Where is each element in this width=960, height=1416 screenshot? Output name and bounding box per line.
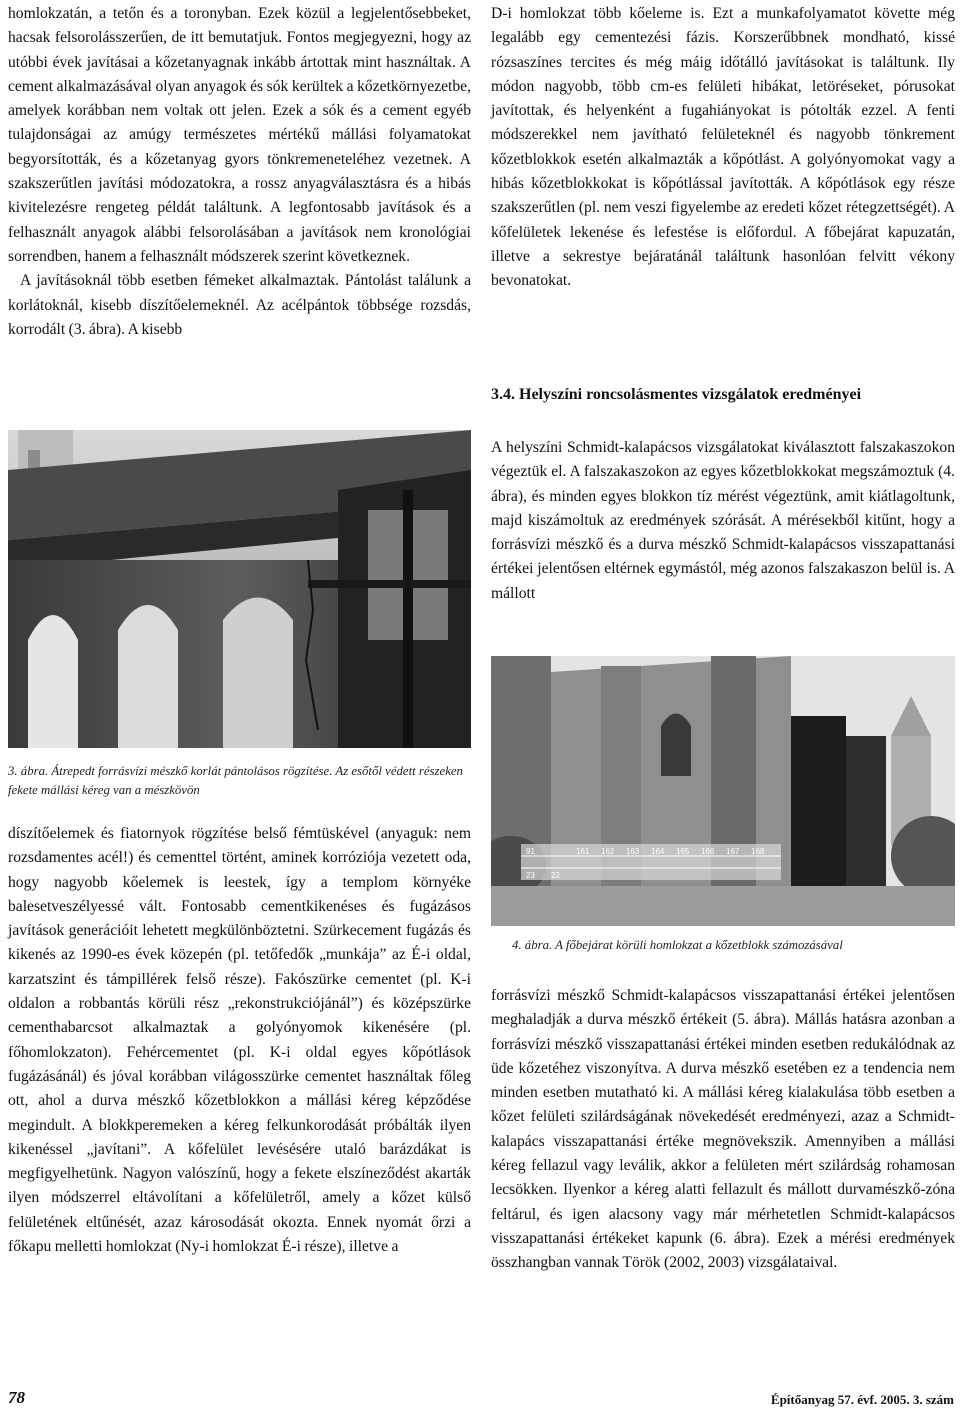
block-label: 162 [601,847,615,856]
section-heading: 3.4. Helyszíni roncsolásmentes vizsgálatok eredményei [491,386,862,403]
paragraph: díszítőelemek és fiatornyok rögzítése belső fémtüskével (anyaguk: nem rozsdamentes acél!) és cementtel történt, aminek korróziója vezetett oda, hogy nagyobb kőelemek is leestek, így a templom környéke balesetveszélyessé vált. Fontosabb cementkikenéses és fugázásos javítások generációit lehetett megkülönböztetni. Szürkecement fugázás és kikenés az 1990-es évek közepén (pl. tetőfedők „munkája” az É-i oldal, karzatszint és támpillérek felső része). Fakószürke cementet (pl. K-i oldalon a robbantás körüli rész „rekonstrukciójánál”) és középszürke cementhabarcsot alkalmaztak a golyónyomok kikenésére (pl. főhomlokzaton). Fehércementet (pl. K-i oldal egyes kőpótlások fugázásánál) és jóval korábban világosszürke cementet használtak főleg ott, ahol a durva mészkő kőzetblokkon a mállási kéreg képződése megindult. A blokkperemeken a kéreg felkunkorodását próbálták ilyen kikenéssel „javítani”. A kőfelület levésésére utaló barázdákat is megfigyelhetünk. Nagyon valószínű, hogy a fekete elszíneződést akarták ilyen módszerrel eltávolítani a kőfelületről, amely a kőzet külső felületének eltűnését, azaz károsodását okozta. Ennek nyomát őrzi a főkapu melletti homlokzat (Ny-i homlokzat É-i része), illetve a [8,825,471,1256]
figure-4-image [491,656,955,926]
block-label: 165 [676,847,690,856]
block-label: 22 [551,871,560,880]
block-label: 23 [526,871,535,880]
paragraph: A helyszíni Schmidt-kalapácsos vizsgálatokat kiválasztott falszakaszokon végeztük el. A falszakaszokon az egyes kőzetblokkokat megszámoztuk (4. ábra), és minden egyes blokkon tíz mérést végeztünk, amit kiátlagoltunk, majd kiszámoltuk az eredmények szórását. A mérésekből kitűnt, hogy a forrásvízi mészkő és a durva mészkő Schmidt-kalapácsos visszapattanási értékei jelentősen eltérnek egymástól, még azonos falszakaszon belül is. A mállott [491,439,955,602]
block-label: 167 [726,847,740,856]
figure-3-image [8,430,471,748]
block-label: 168 [751,847,765,856]
figure-4-photo [491,656,955,926]
figure-3-photo [8,430,471,748]
block-label: 163 [626,847,640,856]
block-label: 161 [576,847,590,856]
left-column-top [8,2,471,342]
figure-4-caption: 4. ábra. A főbejárat körüli homlokzat a kőzetblokk számozásával [512,938,843,952]
journal-footer: Építőanyag 57. évf. 2005. 3. szám [770,1392,954,1407]
page-number: 78 [8,1388,25,1407]
paragraph: forrásvízi mészkő Schmidt-kalapácsos visszapattanási értékei jelentősen meghaladják a durva mészkő értékeit (5. ábra). Mállás hatásra azonban a forrásvízi mészkő visszapattanási értékei minden esetben redukálódnak az üde kőzetéhez viszonyítva. A durva mészkő esetében ez a tendencia nem minden esetben mutatható ki. A mállási kéreg kialakulása több esetben a kőzet felületi szilárdságának növekedését eredményezi, azaz a Schmidt-kalapács visszapattanási értéke megnövekszik. Amennyiben a mállási kéreg fellazul vagy leválik, akkor a felületen mért szilárdság rohamosan lecsökken. Ilyenkor a kéreg alatti fellazult és mállott durvamészkő-zóna feltárul, és igen alacsony vagy már mérhetetlen Schmidt-kalapácsos visszapattanási értékeket kapunk (6. ábra). Ezek a mérési eredmények összhangban vannak Török (2002, 2003) vizsgálataival. [491,987,955,1272]
right-column-bottom [491,984,955,1276]
paragraph: A javításoknál több esetben fémeket alkalmaztak. Pántolást találunk a korlátoknál, kisebb díszítőelemeknél. Az acélpántok többsége rozsdás, korrodált (3. ábra). A kisebb [8,272,471,338]
paragraph: homlokzatán, a tetőn és a toronyban. Ezek közül a legjelentősebbeket, hacsak felsorolásszerűen, de itt bemutatjuk. Fontos megjegyezni, hogy az utóbbi évek javításai a kőzetanyagnak inkább ártottak mint használtak. A cement alkalmazásával olyan anyagok és sók kerültek a kőzetkörnyezetbe, amelyek korábban nem voltak ott jelen. Ezek a sók és a cement egyéb tulajdonságai az amúgy természetes mértékű mállási folyamatokat begyorsították, és a kőzetanyag gyors tönkremeneteléhez vezetnek. A szakszerűtlen javítási módozatokra, a rossz anyagválasztásra és a hibás kivitelezésre rengeteg példát találtunk. A legfontosabb javítások és a felhasznált anyagok alábbi felsorolásában a javítások nem kronológiai sorrendben, hanem a felhasznált módszerek szerint következnek. [8,5,471,265]
right-column-top [491,2,955,294]
block-label: 91 [526,847,535,856]
figure-3-caption: 3. ábra. Átrepedt forrásvízi mészkő korlát pántolásos rögzítése. Az esőtől védett részeken fekete mállási kéreg van a mészkövön [8,764,463,797]
paragraph: D-i homlokzat több kőeleme is. Ezt a munkafolyamatot követte még legalább egy cementezési fázis. Korszerűbbnek mondható, kissé rózsaszínes tercites és még máig időtálló javításokat is találtunk. Ily módon nagyobb, több cm-es felületi hibákat, letöréseket, pórusokat javítottak, és helyenként a fugahiányokat is pótolták ezzel. A fenti módszerekkel nem javítható felületeknél és nagyobb tönkrement kőzetblokkok esetén alkalmazták a kőpótlást. A golyónyomokat vagy a hibás kőzetblokkokat is kőpótlással javították. A kőpótlások egy része szakszerűtlen (pl. nem veszi figyelembe az eredeti kőzet rétegzettségét). A kőfelületek lekenése és lefestése is előfordul. A főbejárat kapuzatán, illetve a sekrestye bejáratánál találtunk hasonlóan felvitt vékony bevonatokat. [491,5,955,290]
right-column-mid [491,436,955,606]
left-column-bottom [8,822,471,1259]
block-label: 164 [651,847,665,856]
block-label: 166 [701,847,715,856]
